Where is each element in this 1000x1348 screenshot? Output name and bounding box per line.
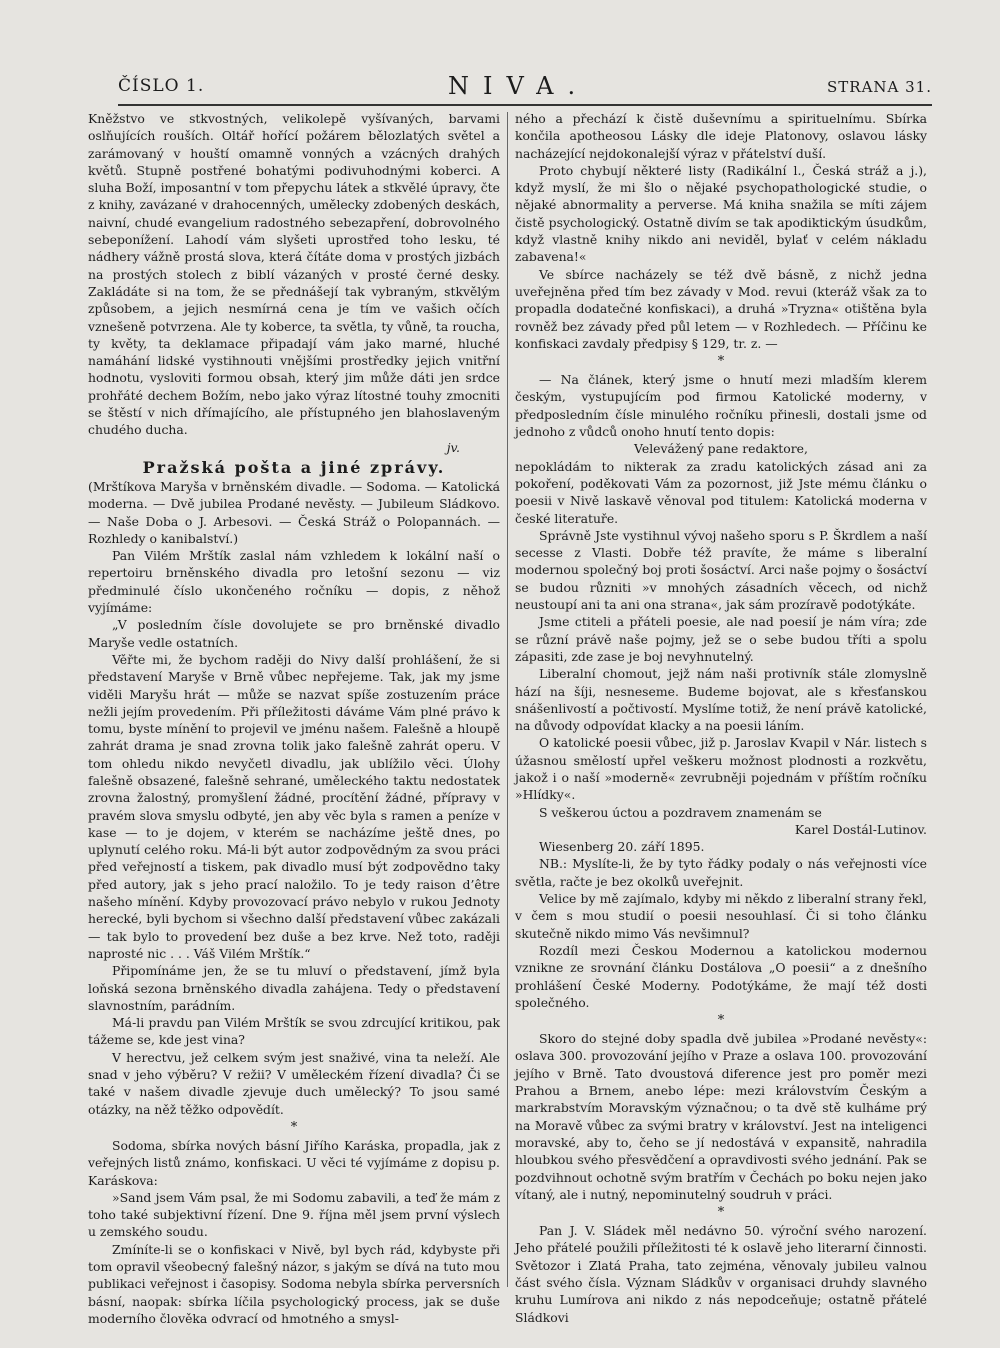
paragraph: Jsme ctiteli a přáteli poesie, ale nad poesií je nám víra; zde se různí právě naše pojmy, jež se o sebe budou tříti a spolu zápasiti, zde zase je boj nevyhnutelný. [515,614,927,664]
paragraph: Liberalní chomout, jejž nám naši protivník stále zlomyslně hází na šíji, nesneseme. Budeme bojovat, ale s křesťanskou snášenlivostí a počtivostí. Myslíme totiž, že není právě katolické, na důvody odpovídat klacky a na poesii láním. [515,666,927,734]
paragraph: „V posledním čísle dovolujete se pro brněnské divadlo Maryše vedle ostatních. [88,617,500,650]
paragraph: Sodoma, sbírka nových básní Jiřího Karáska, propadla, jak z veřejných listů známo, konfiskaci. U věci té vyjímáme z dopisu p. Karáskova: [88,1137,500,1188]
paragraph: Připomínáme jen, že se tu mluví o představení, jímž byla loňská sezona brněnského divadla zahájena. Tedy o představení slavnostním, parádním. [88,963,500,1013]
letter-signature: Karel Dostál-Lutinov. [794,821,927,837]
paragraph: Rozdíl mezi Českou Modernou a katolickou modernou vznikne ze srovnání článku Dostálova „O poesii“ a z dnešního prohlášení České Moderny. Podotýkáme, že mají též dosti společného. [515,942,927,1010]
section-separator: * [717,1205,725,1221]
paragraph: Kněžstvo ve stkvostných, velikolepě vyšívaných, barvami oslňujících rouších. Oltář hořící požárem bělozlatých světel a zarámovaný v houští omamně vonných a vzácných drahých květů. Stupně postřené bohatými podivuhodnými koberci. A sluha Boží, imposantní v tom přepychu látek a stkvělé úpravy, čte z knihy, zavázané v drahocenných, umělecky zdobených deskách, naivní, chudé evangelium radostného sebezapření, dobrovolného sebeponížení. Lahodí vám slyšeti uprostřed toho lesku, té nádhery vážně prostá slova, která čítáte doma v prostých jizbách na prostých stolech z biblí vázaných v prosté černé desky. Zakládáte si na tom, že se přednášejí tak vybraným, stkvělým způsobem, a jejich nesmírná cena je tím ve vašich očích vznešeně potvrzena. Ale ty koberce, ta světla, ty vůně, ta roucha, ty květy, ta deklamace připadají vám jako marné, hluché namáhání lidské vystihnouti vnějšími prostředky jejich vnitřní hodnotu, vysloviti formou obsah, který jim může dáti jen srdce prohřáté dechem Božím, nebo jako výraz lítostné touhy zmocniti se štěstí v nich dřímajícího, ale přístupného jen blahoslaveným chudého ducha. [88,111,500,438]
journal-title: NIVA. [448,72,590,100]
paragraph: Proto chybují některé listy (Radikální l., Česká stráž a j.), když myslí, že mi šlo o nějaké psychopathologické studie, o nějaké abnormality a perverse. Má kniha snažila se míti zájem čistě psychologický. Ostatně divím se tak apodiktickým úsudkům, když vlastně knihy nikdo ani neviděl, bylať v celém nákladu zabavena!« [515,162,927,265]
paragraph: O katolické poesii vůbec, již p. Jaroslav Kvapil v Nár. listech s úžasnou smělostí upřel veškeru možnost plodnosti a rozkvětu, jakož i o naší »moderně« zevrubněji pojednám v příštím ročníku »Hlídky«. [515,735,927,803]
page-header [118,72,932,106]
paragraph: Zmíníte-li se o konfiskaci v Nivě, byl bych rád, kdybyste při tom opravil všeobecný falešný názor, s jakým se dívá na tuto mou publikaci veřejnost i časopisy. Sodoma nebyla sbírka perversních básní, naopak: sbírka líčila psychologický process, jak se duše moderního člověka odvrací od hmotného a smysl- [88,1241,500,1326]
paragraph: Skoro do stejné doby spadla dvě jubilea »Prodané nevěsty«: oslava 300. provozování jejího v Praze a oslava 100. provozování jejího v Brně. Tato dvoustová diference jest pro poměr mezi Prahou a Brnem, anebo lépe: mezi královstvím Českým a markrabstvím Moravským význačnou; o ta dvě stě kulháme prý na Moravě vůbec za svými bratry v království. Jest na inteligenci moravské, aby to, čeho se jí nedostává v expansitě, nahradila hloubkou svého přesvědčení a opravdivosti svého jednání. Pak se pozdvihnout ochotně svým bratřím v Čechách po boku nejen jako vítaný, ale i nutný, nepominutelný soudruh v práci. [515,1031,927,1202]
section-separator: * [717,1013,725,1029]
issue-number: ČÍSLO 1. [118,76,205,96]
right-column [515,110,927,1326]
paragraph: V herectvu, jež celkem svým jest snaživé, vina ta neleží. Ale snad v jeho výběru? V režii? V uměleckém řízení divadla? Či se také v našem divadle zjevuje duch umělecký? To jsou samé otázky, na něž těžko odpovědít. [88,1049,500,1117]
section-separator: * [717,354,725,370]
column-divider [507,112,508,1287]
author-signature: jv. [446,439,460,455]
paragraph: Pan Vilém Mrštík zaslal nám vzhledem k lokální naší o repertoiru brněnského divadla pro letošní sezonu — viz předminulé číslo ukončeného ročníku — dopis, z něhož vyjímáme: [88,548,500,616]
page-number: STRANA 31. [827,78,932,96]
paragraph: Pan J. V. Sládek měl nedávno 50. výroční svého narození. Jeho přátelé použili příležitosti té k oslavě jeho literarní činnosti. Světozor i Zlatá Praha, tato zejména, věnovaly jubileu valnou část svého čísla. Význam Sládkův v organisaci druhdy slavného kruhu Lumírova ani nikdo z nás nepodceňuje; ostatně přátelé Sládkovi [515,1223,927,1325]
paragraph: Věřte mi, že bychom raději do Nivy další prohlášení, že si představení Maryše v Brně vůbec nepřejeme. Tak, jak my jsme viděli Maryšu hrát — může se nazvat spíše zostuzením práce nežli jejím provedením. Při příležitosti dáváme Vám plné právo k tomu, byste mínění to projevil ve jménu našem. Falešně a hloupě zahrát drama je snad zrovna tolik jako falešně zahrát operu. V tom ohledu nikdo nevyčetl divadlu, jak ublížilo věci. Úlohy falešně obsazené, falešně sehrané, uměleckého taktu nedostatek zrovna žalostný, promyšlení žádné, procítění žádné, přípravy v pravém slova smyslu odbyté, jen aby věc byla s ramen a peníze v kase — to je dojem, v kterém se nacházíme ještě dnes, po uplynutí celého roku. Má-li být autor zodpovědným za svou práci před veřejností a tiskem, pak divadlo musí být zodpovědno taky před autory, jak s jeho prací naložilo. To je tedy raison d’être našeho mínění. Kdyby provozovací právo nebylo v rukou Jednoty herecké, byli bychom si všechno další představení vůbec zakázali — tak bylo to provedení bez duše a bez krve. Než toto, raději naprosté nic . . . Váš Vilém Mrštík.“ [88,651,500,961]
paragraph: Správně Jste vystihnul vývoj našeho sporu s P. Škrdlem a naší secesse z Vlasti. Dobře též pravíte, že máme s liberalní modernou společný boj proti šosáctví. Arci naše pojmy o šosáctví se budou různiti »v mnohých zásadních věcech, od nichž neustoupí ani ta ani ona strana«, jak sám prozíravě podotýkáte. [515,527,927,613]
paragraph: NB.: Myslíte-li, že by tyto řádky podaly o nás veřejnosti více světla, račte je bez okolků uveřejnit. [515,856,927,889]
paragraph: Ve sbírce nacházely se též dvě básně, z nichž jedna uveřejněna před tím bez závady v Mod. revui (kteráž však za to propadla dodatečné konfiskaci), a druhá »Tryzna« otištěna byla rovněž bez závady před půl letem — v Rozhledech. — Příčinu ke konfiskaci zavdaly předpisy § 129, tr. z. — [515,266,927,351]
paragraph: S veškerou úctou a pozdravem znamenám se [539,804,822,820]
letter-salutation: Velevážený pane redaktore, [634,441,808,457]
paragraph: — Na článek, který jsme o hnutí mezi mladším klerem českým, vystupujícím pod firmou Katolické moderny, v předposledním čísle minulého ročníku přinesli, dostali jsme od jednoho z vůdců onoho hnutí tento dopis: [515,372,927,440]
section-separator: * [290,1119,298,1135]
paragraph: Velice by mě zajímalo, kdyby mi někdo z liberalní strany řekl, v čem s mou studií o poesii nesouhlasí. Či si toho článku skutečně nikdo mimo Vás nevšimnul? [515,891,927,941]
section-contents: (Mrštíkova Maryša v brněnském divadle. — Sodoma. — Katolická moderna. — Dvě jubilea Prodané nevěsty. — Jubileum Sládkovo. — Naše Doba o J. Arbesovi. — Česká Stráž o Polopannách. — Rozhledy o kanibalství.) [88,478,500,546]
paragraph: »Sand jsem Vám psal, že mi Sodomu zabavili, a teď že mám z toho také subjektivní řízení. Dne 9. října měl jsem první výslech u zemského soudu. [88,1189,500,1240]
left-column [88,110,500,1327]
paragraph: Má-li pravdu pan Vilém Mrštík se svou zdrcující kritikou, pak tážeme se, kde jest vina? [88,1015,500,1048]
section-title: Pražská pošta a jiné zprávy. [142,457,446,477]
paragraph: ného a přechází k čistě duševnímu a spirituelnímu. Sbírka končila apotheosou Lásky dle ideje Platonovy, oslavou lásky nacházející nejdokonalejší výraz v přátelství duší. [515,111,927,161]
letter-date: Wiesenberg 20. září 1895. [539,839,705,855]
paragraph: nepokládám to nikterak za zradu katolických zásad ani za pokoření, poděkovati Vám za pozornost, již Jste mému článku o poesii v Nivě laskavě věnoval pod titulem: Katolická moderna v české literatuře. [515,458,927,526]
